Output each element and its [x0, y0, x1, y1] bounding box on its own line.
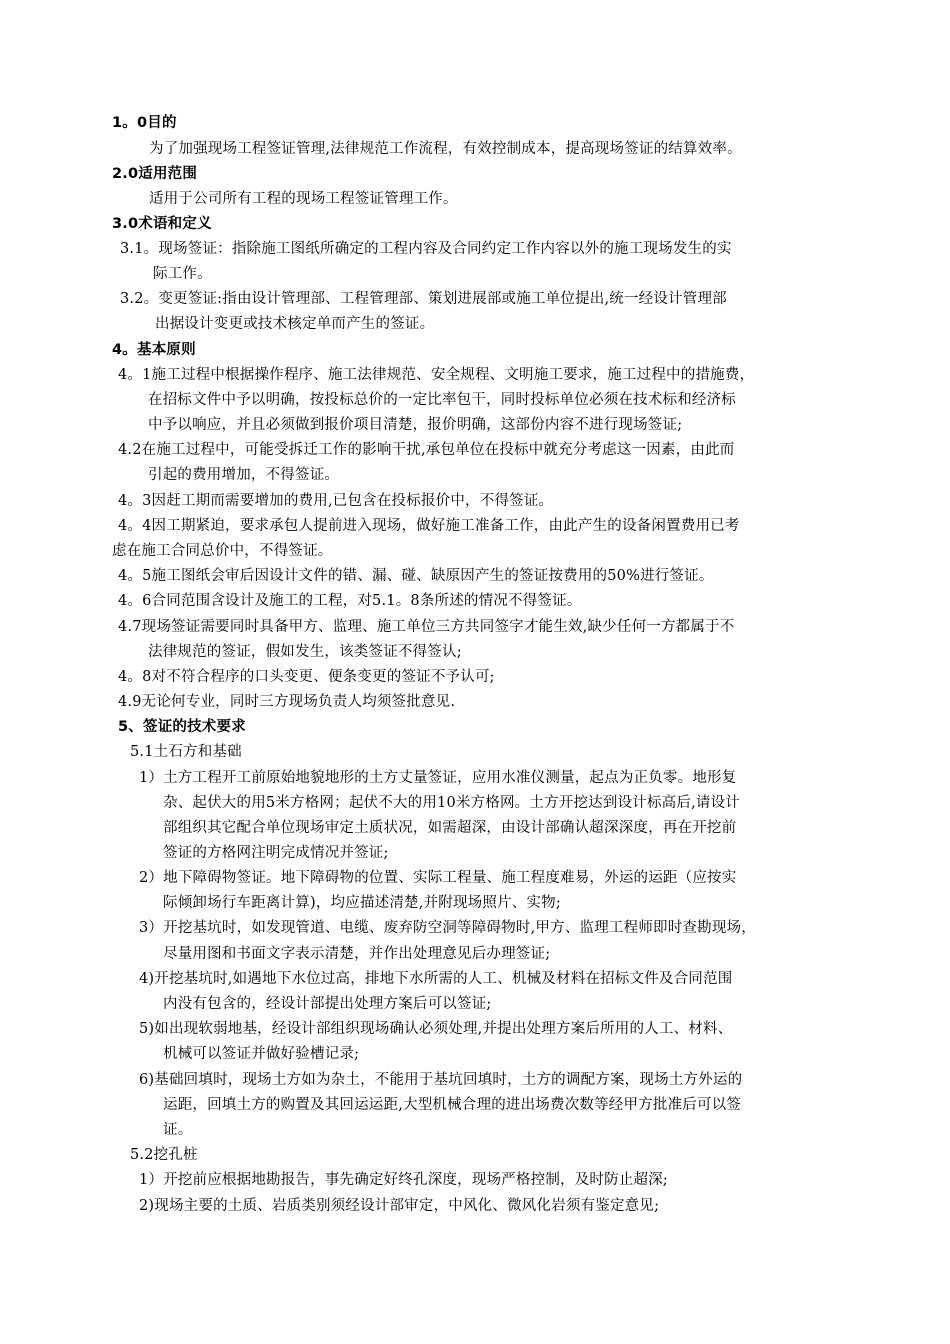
paragraph-line: 3.1。现场签证：指除施工图纸所确定的工程内容及合同约定工作内容以外的施工现场发生的实 [120, 241, 732, 257]
paragraph-line: 出据设计变更或技术核定单而产生的签证。 [155, 316, 435, 332]
subsection-5-2-heading: 5.2挖孔桩 [130, 1147, 198, 1163]
paragraph-line: 中予以响应，并且必须做到报价项目清楚，报价明确，这部份内容不进行现场签证; [148, 417, 683, 433]
paragraph-line: 签证的方格网注明完成情况并签证; [163, 845, 389, 861]
paragraph-line: 4。6合同范围含设计及施工的工程，对5.1。8条所述的情况不得签证。 [118, 593, 582, 609]
paragraph-line: 1）土方工程开工前原始地貌地形的土方丈量签证，应用水准仪测量，起点为正负零。地形复 [139, 770, 737, 786]
paragraph-line: 2)现场主要的土质、岩质类别须经设计部审定，中风化、微风化岩须有鉴定意见; [139, 1198, 660, 1214]
section-1-heading: 1。0目的 [112, 115, 177, 131]
section-2-body: 适用于公司所有工程的现场工程签证管理工作。 [149, 191, 458, 207]
section-3-heading: 3.0术语和定义 [112, 216, 212, 232]
section-5-heading: 5、签证的技术要求 [118, 719, 246, 735]
subsection-5-1-heading: 5.1土石方和基础 [130, 744, 242, 760]
paragraph-line: 3.2。变更签证:指由设计管理部、工程管理部、策划进展部或施工单位提出,统一经设计管理部 [120, 291, 727, 307]
paragraph-line: 3）开挖基坑时，如发现管道、电缆、废弃防空洞等障碍物时,甲方、监理工程师即时查勘现场， [139, 920, 756, 936]
paragraph-line: 际工作。 [153, 266, 212, 282]
section-2-heading: 2.0适用范围 [112, 166, 198, 182]
paragraph-line: 部组织其它配合单位现场审定土质状况，如需超深，由设计部确认超深深度，再在开挖前 [163, 820, 737, 836]
paragraph-line: 1）开挖前应根据地勘报告，事先确定好终孔深度，现场严格控制，及时防止超深; [139, 1172, 669, 1188]
paragraph-line: 4。8对不符合程序的口头变更、便条变更的签证不予认可; [118, 669, 495, 685]
paragraph-line: 4。5施工图纸会审后因设计文件的错、漏、碰、缺原因产生的签证按费用的50%进行签证。 [118, 568, 714, 584]
paragraph-line: 尽量用图和书面文字表示清楚，并作出处理意见后办理签证; [163, 946, 551, 962]
paragraph-line: 4。3因赶工期而需要增加的费用,已包含在投标报价中，不得签证。 [118, 493, 554, 509]
paragraph-line: 4.9无论何专业，同时三方现场负责人均须签批意见. [118, 694, 456, 710]
paragraph-line: 内没有包含的，经设计部提出处理方案后可以签证; [163, 996, 492, 1012]
paragraph-line: 引起的费用增加，不得签证。 [148, 467, 340, 483]
paragraph-line: 4.7现场签证需要同时具备甲方、监理、施工单位三方共同签字才能生效,缺少任何一方都属于不 [118, 619, 735, 635]
paragraph-line: 杂、起伏大的用5米方格网；起伏不大的用10米方格网。土方开挖达到设计标高后,请设计 [163, 795, 740, 811]
section-1-body: 为了加强现场工程签证管理,法律规范工作流程，有效控制成本，提高现场签证的结算效率。 [149, 141, 742, 157]
paragraph-line: 虑在施工合同总价中，不得签证。 [112, 543, 333, 559]
paragraph-line: 证。 [163, 1122, 193, 1138]
paragraph-line: 4。4因工期紧迫，要求承包人提前进入现场，做好施工准备工作，由此产生的设备闲置费用已考 [118, 518, 740, 534]
paragraph-line: 运距，回填土方的购置及其回运运距,大型机械合理的进出场费次数等经甲方批准后可以签 [163, 1097, 742, 1113]
paragraph-line: 5)如出现软弱地基，经设计部组织现场确认必须处理,并提出处理方案后所用的人工、材料、 [139, 1021, 733, 1037]
paragraph-line: 4。1施工过程中根据操作程序、施工法律规范、安全规程、文明施工要求，施工过程中的措施费， [118, 367, 755, 383]
paragraph-line: 在招标文件中予以明确，按投标总价的一定比率包干，同时投标单位必须在技术标和经济标 [148, 392, 736, 408]
paragraph-line: 4)开挖基坑时,如遇地下水位过高，排地下水所需的人工、机械及材料在招标文件及合同范围 [139, 971, 733, 987]
paragraph-line: 际倾卸场行车距离计算)，均应描述清楚,并附现场照片、实物; [163, 895, 561, 911]
paragraph-line: 2）地下障碍物签证。地下障碍物的位置、实际工程量、施工程度难易，外运的运距（应按实 [139, 870, 737, 886]
paragraph-line: 6)基础回填时，现场土方如为杂土，不能用于基坑回填时，土方的调配方案，现场土方外运的 [139, 1072, 743, 1088]
paragraph-line: 机械可以签证并做好验槽记录; [163, 1046, 360, 1062]
paragraph-line: 法律规范的签证，假如发生，该类签证不得签认; [148, 644, 462, 660]
paragraph-line: 4.2在施工过程中，可能受拆迁工作的影响干扰,承包单位在投标中就充分考虑这一因素，由此而 [118, 442, 735, 458]
section-4-heading: 4。基本原则 [112, 342, 196, 358]
